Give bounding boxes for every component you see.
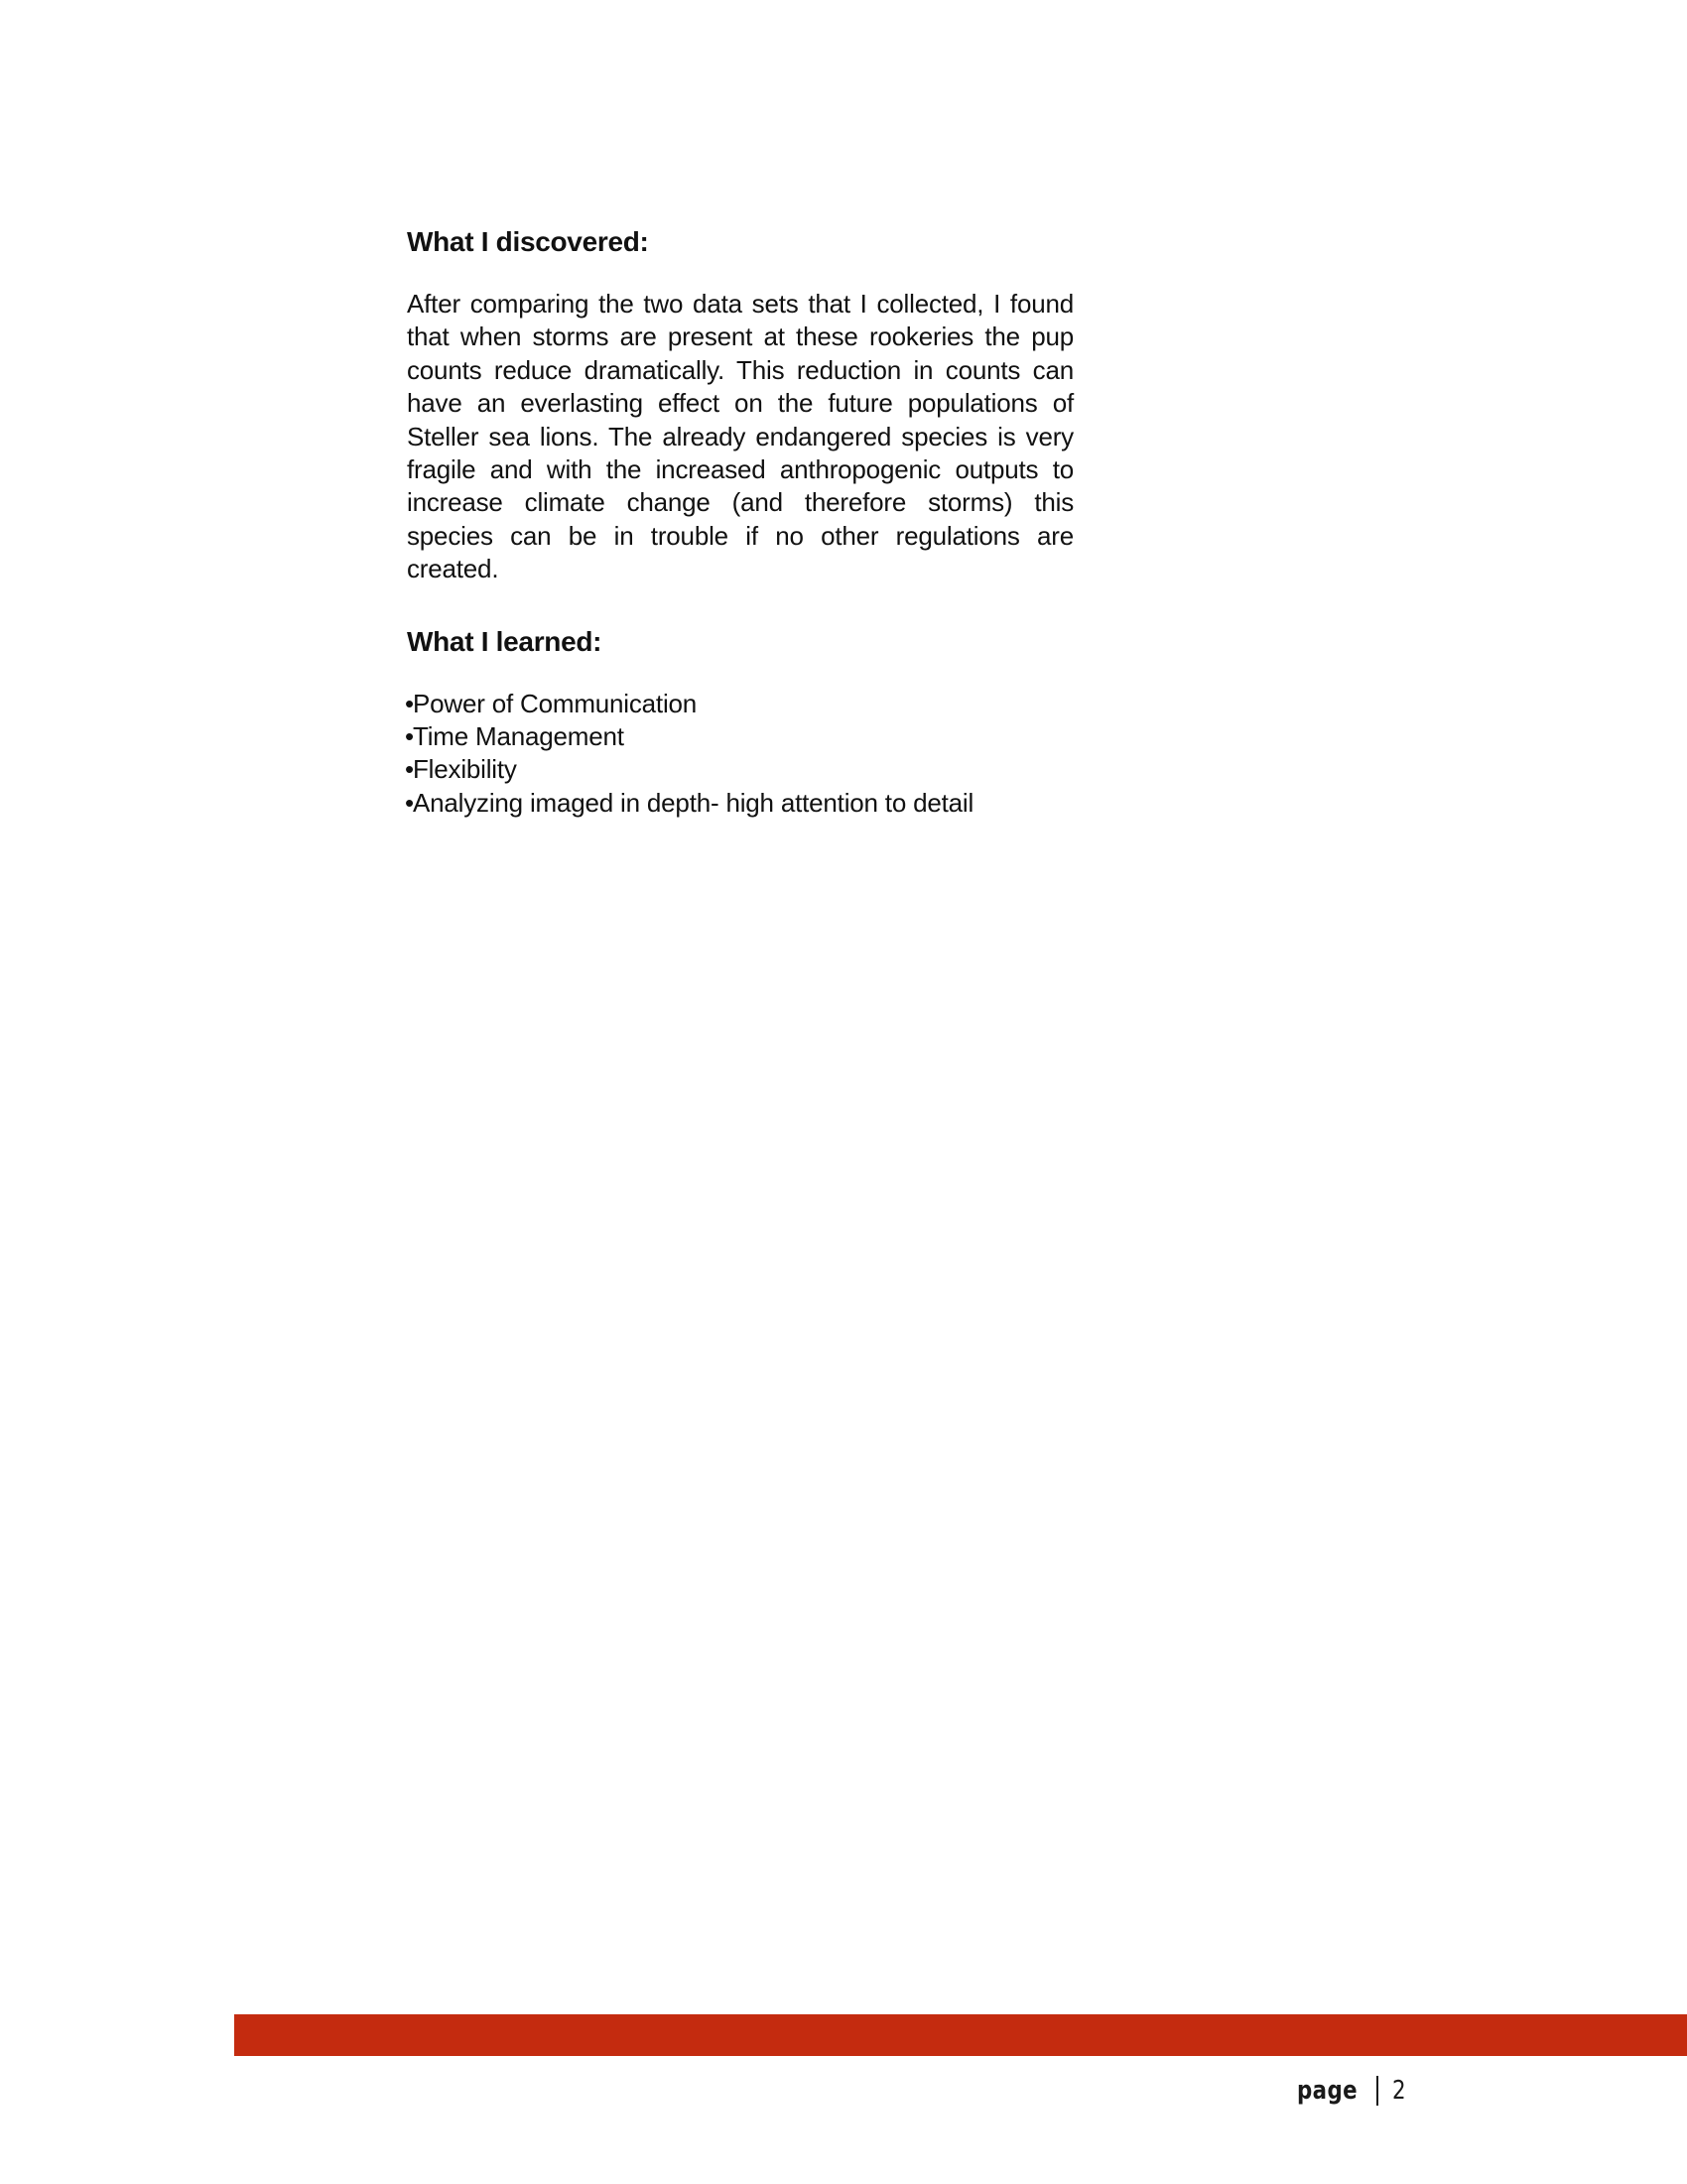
bullet-icon: • [405,721,414,752]
page-separator [1376,2076,1378,2106]
bullet-icon: • [405,754,414,785]
list-item-text: Time Management [413,721,624,752]
learned-heading: What I learned: [407,625,602,657]
discovered-heading: What I discovered: [407,226,649,257]
learned-list [405,688,1074,821]
bullet-icon: • [405,787,414,818]
footer-accent-bar [234,2014,1687,2056]
list-item [405,688,1074,720]
bullet-icon: • [405,688,414,718]
list-item-text: Power of Communication [413,688,698,718]
list-item-text: Flexibility [413,754,517,785]
page-content [407,220,1074,820]
list-item [405,787,1074,820]
list-item [405,720,1074,753]
list-item [405,753,1074,786]
page-word: page [1297,2076,1359,2106]
page-footer [1297,2070,1409,2112]
page-number: 2 [1392,2076,1406,2106]
discovered-paragraph: After comparing the two data sets that I collected, I found that when storms are present at these rookeries the pup counts reduce dramatically. This reduction in counts can have an everlasting effect on the future populations of Steller sea lions. The already endangered species is very fragile and with the increased anthropogenic outputs to increase climate change (and therefore storms) this species can be in trouble if no other regulations are created. [407,289,1074,584]
list-item-text: Analyzing imaged in depth- high attention to detail [413,787,974,818]
